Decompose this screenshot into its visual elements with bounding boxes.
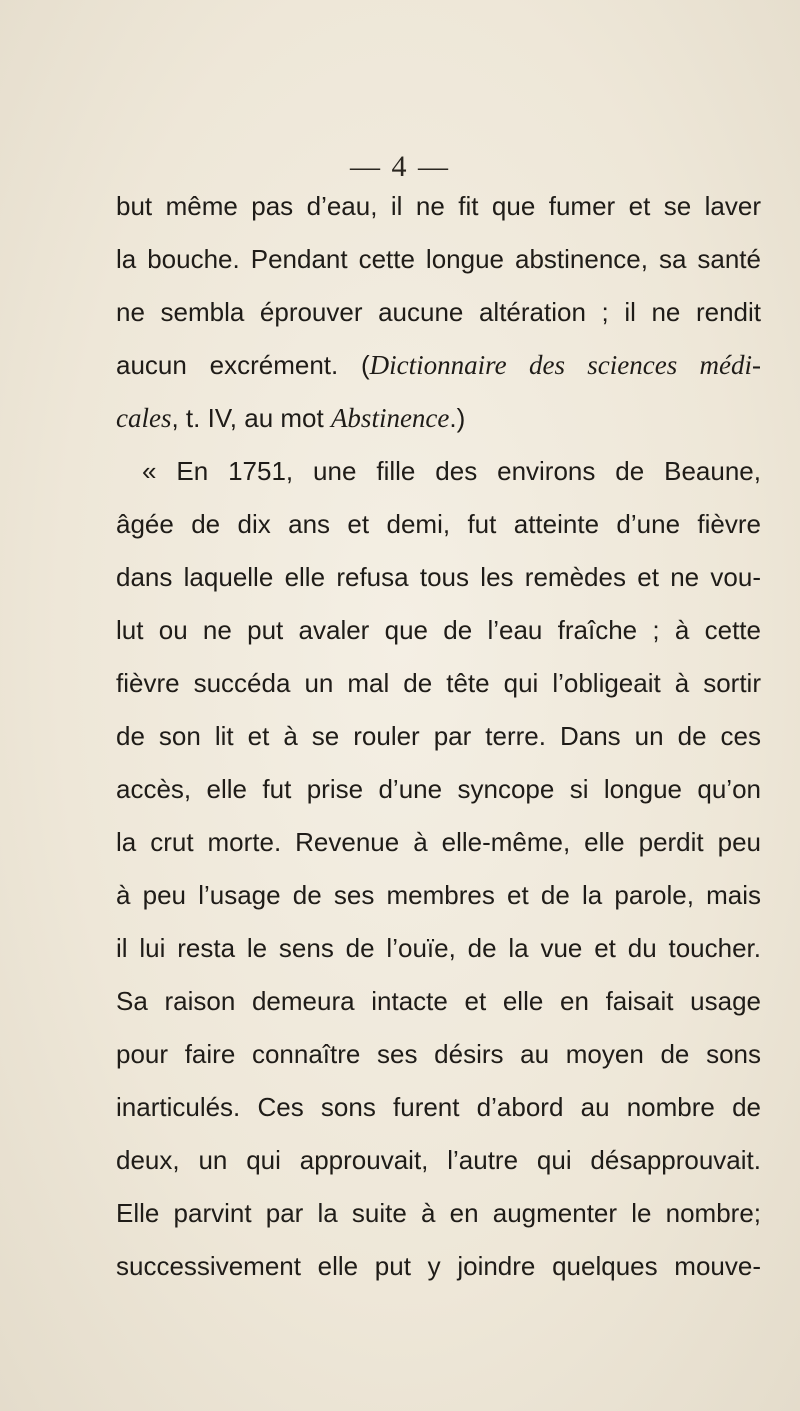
text-segment: but même pas d’eau, il ne fit que fumer et se laver <box>116 191 761 221</box>
text-segment: dans laquelle elle refusa tous les remèdes et ne vou- <box>116 562 761 592</box>
text-line <box>116 1028 761 1081</box>
text-line <box>116 710 761 763</box>
text-line <box>116 498 761 551</box>
text-segment: « En 1751, une fille des environs de Beaune, <box>142 456 761 486</box>
text-line <box>116 604 761 657</box>
text-line <box>116 445 761 498</box>
text-line <box>116 551 761 604</box>
italic-text: Dictionnaire des sciences médi- <box>369 350 761 380</box>
text-segment: ne sembla éprouver aucune altération ; il ne rendit <box>116 297 761 327</box>
text-segment: pour faire connaître ses désirs au moyen de sons <box>116 1039 761 1069</box>
italic-text: cales <box>116 403 172 433</box>
text-segment: la bouche. Pendant cette longue abstinence, sa santé <box>116 244 761 274</box>
text-line <box>116 922 761 975</box>
text-segment: , t. IV, au mot <box>171 403 331 433</box>
text-line <box>116 657 761 710</box>
text-segment: lut ou ne put avaler que de l’eau fraîche ; à cette <box>116 615 761 645</box>
text-segment: la crut morte. Revenue à elle-même, elle perdit peu <box>116 827 761 857</box>
text-segment: il lui resta le sens de l’ouïe, de la vue et du toucher. <box>116 933 761 963</box>
text-line <box>116 1081 761 1134</box>
text-segment: deux, un qui approuvait, l’autre qui désapprouvait. <box>116 1145 761 1175</box>
text-segment: âgée de dix ans et demi, fut atteinte d’une fièvre <box>116 509 761 539</box>
text-segment: accès, elle fut prise d’une syncope si longue qu’on <box>116 774 761 804</box>
text-segment: successivement elle put y joindre quelques mouve- <box>116 1251 761 1281</box>
text-line <box>116 180 761 233</box>
text-segment: Elle parvint par la suite à en augmenter le nombre; <box>116 1198 761 1228</box>
text-segment: inarticulés. Ces sons furent d’abord au nombre de <box>116 1092 761 1122</box>
text-segment: Sa raison demeura intacte et elle en faisait usage <box>116 986 761 1016</box>
text-segment: fièvre succéda un mal de tête qui l’obligeait à sortir <box>116 668 761 698</box>
text-line <box>116 1187 761 1240</box>
text-line <box>116 233 761 286</box>
page-number: — 4 — <box>350 150 450 183</box>
text-line <box>116 1134 761 1187</box>
italic-text: Abstinence <box>330 403 450 433</box>
text-line <box>116 869 761 922</box>
text-line <box>116 1240 761 1293</box>
text-line <box>116 975 761 1028</box>
text-line <box>116 392 761 445</box>
text-segment: .) <box>449 403 466 433</box>
text-segment: à peu l’usage de ses membres et de la parole, mais <box>116 880 761 910</box>
text-line <box>116 286 761 339</box>
text-line <box>116 339 761 392</box>
text-line <box>116 816 761 869</box>
text-line <box>116 763 761 816</box>
text-segment: aucun excrément. ( <box>116 350 370 380</box>
text-segment: de son lit et à se rouler par terre. Dans un de ces <box>116 721 761 751</box>
body-text <box>116 180 800 1293</box>
